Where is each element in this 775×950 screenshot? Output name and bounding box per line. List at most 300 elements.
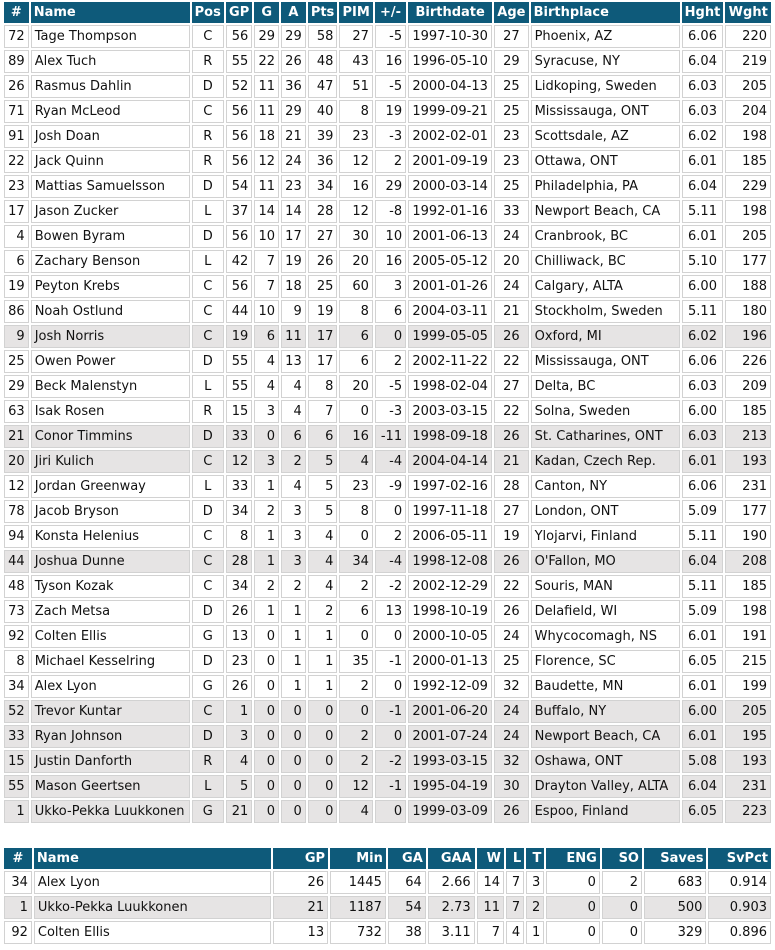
cell-pos: C [192, 700, 224, 723]
cell-plus-minus: 0 [375, 625, 406, 648]
cell-number: 52 [4, 700, 29, 723]
cell-a: 14 [281, 200, 306, 223]
cell-gp: 26 [273, 871, 328, 894]
cell-birthplace: Scottsdale, AZ [531, 125, 680, 148]
cell-name: Bowen Byram [31, 225, 190, 248]
cell-gp: 5 [226, 775, 252, 798]
cell-pts: 0 [308, 750, 338, 773]
cell-name: Alex Lyon [34, 871, 272, 894]
cell-weight: 205 [725, 75, 771, 98]
cell-a: 11 [281, 325, 306, 348]
col-header-a[interactable]: A [281, 2, 306, 23]
cell-g: 4 [254, 375, 279, 398]
cell-plus-minus: -8 [375, 200, 406, 223]
cell-pos: R [192, 400, 224, 423]
col-header-pos[interactable]: Pos [192, 2, 224, 23]
cell-gp: 26 [226, 675, 252, 698]
cell-name: Noah Ostlund [31, 300, 190, 323]
goalie-header-row [4, 848, 771, 869]
cell-pts: 6 [308, 425, 338, 448]
cell-number: 78 [4, 500, 29, 523]
cell-gp: 33 [226, 475, 252, 498]
cell-weight: 177 [725, 500, 771, 523]
cell-pos: D [192, 650, 224, 673]
col-header-t[interactable]: T [526, 848, 544, 869]
cell-plus-minus: 0 [375, 675, 406, 698]
cell-g: 2 [254, 575, 279, 598]
cell-height: 6.06 [682, 25, 724, 48]
col-header-so[interactable]: SO [602, 848, 642, 869]
cell-number: 73 [4, 600, 29, 623]
cell-birthplace: Buffalo, NY [531, 700, 680, 723]
cell-gp: 34 [226, 575, 252, 598]
cell-g: 10 [254, 225, 279, 248]
cell-pim: 20 [339, 375, 373, 398]
cell-birthdate: 2006-05-11 [408, 525, 492, 548]
cell-number: 12 [4, 475, 29, 498]
cell-pts: 19 [308, 300, 338, 323]
cell-t: 3 [526, 871, 544, 894]
col-header-birthdate[interactable]: Birthdate [408, 2, 492, 23]
cell-number: 19 [4, 275, 29, 298]
cell-gp: 55 [226, 375, 252, 398]
cell-height: 6.06 [682, 475, 724, 498]
cell-age: 25 [494, 650, 528, 673]
cell-number: 1 [4, 800, 29, 823]
col-header-gaa[interactable]: GAA [428, 848, 475, 869]
col-header-gp[interactable]: GP [226, 2, 252, 23]
cell-name: Zach Metsa [31, 600, 190, 623]
table-row [4, 150, 771, 173]
cell-gp: 56 [226, 100, 252, 123]
col-header-saves[interactable]: Saves [644, 848, 706, 869]
cell-weight: 198 [725, 600, 771, 623]
cell-a: 36 [281, 75, 306, 98]
table-row [4, 625, 771, 648]
cell-height: 5.11 [682, 200, 724, 223]
cell-a: 24 [281, 150, 306, 173]
cell-birthplace: Calgary, ALTA [531, 275, 680, 298]
cell-weight: 198 [725, 125, 771, 148]
cell-gp: 8 [226, 525, 252, 548]
cell-number: 89 [4, 50, 29, 73]
cell-number: 29 [4, 375, 29, 398]
table-row [4, 475, 771, 498]
cell-pim: 8 [339, 500, 373, 523]
cell-height: 6.02 [682, 325, 724, 348]
col-header-ga[interactable]: GA [388, 848, 426, 869]
col-header-birthplace[interactable]: Birthplace [531, 2, 680, 23]
cell-name: Jiri Kulich [31, 450, 190, 473]
cell-a: 4 [281, 375, 306, 398]
cell-height: 5.09 [682, 600, 724, 623]
cell-number: 21 [4, 425, 29, 448]
cell-height: 6.01 [682, 150, 724, 173]
cell-gp: 56 [226, 150, 252, 173]
cell-pos: C [192, 100, 224, 123]
cell-age: 30 [494, 775, 528, 798]
cell-pim: 34 [339, 550, 373, 573]
cell-gp: 37 [226, 200, 252, 223]
skater-header-row [4, 2, 771, 23]
cell-age: 24 [494, 725, 528, 748]
cell-gp: 3 [226, 725, 252, 748]
cell-g: 14 [254, 200, 279, 223]
cell-plus-minus: 29 [375, 175, 406, 198]
table-row [4, 896, 771, 919]
cell-name: Jordan Greenway [31, 475, 190, 498]
cell-plus-minus: -3 [375, 400, 406, 423]
cell-number: 6 [4, 250, 29, 273]
cell-name: Josh Doan [31, 125, 190, 148]
cell-weight: 205 [725, 700, 771, 723]
cell-pts: 17 [308, 350, 338, 373]
cell-pts: 4 [308, 525, 338, 548]
table-row [4, 425, 771, 448]
cell-number: 22 [4, 150, 29, 173]
cell-pos: D [192, 350, 224, 373]
cell-pts: 0 [308, 700, 338, 723]
cell-number: 26 [4, 75, 29, 98]
cell-a: 18 [281, 275, 306, 298]
col-header-height[interactable]: Hght [682, 2, 724, 23]
cell-pos: D [192, 725, 224, 748]
cell-name: Colten Ellis [34, 921, 272, 944]
cell-weight: 180 [725, 300, 771, 323]
cell-g: 4 [254, 350, 279, 373]
cell-birthplace: Phoenix, AZ [531, 25, 680, 48]
cell-weight: 198 [725, 200, 771, 223]
cell-g: 1 [254, 550, 279, 573]
cell-birthdate: 1996-05-10 [408, 50, 492, 73]
cell-pim: 2 [339, 575, 373, 598]
cell-number: 17 [4, 200, 29, 223]
cell-t: 2 [526, 896, 544, 919]
cell-birthdate: 1998-02-04 [408, 375, 492, 398]
cell-w: 11 [477, 896, 504, 919]
cell-weight: 185 [725, 575, 771, 598]
cell-pim: 23 [339, 125, 373, 148]
cell-g: 10 [254, 300, 279, 323]
table-row [4, 600, 771, 623]
cell-pos: C [192, 450, 224, 473]
cell-pim: 20 [339, 250, 373, 273]
cell-name: Mason Geertsen [31, 775, 190, 798]
cell-height: 5.09 [682, 500, 724, 523]
cell-height: 6.00 [682, 400, 724, 423]
cell-a: 2 [281, 450, 306, 473]
cell-pim: 51 [339, 75, 373, 98]
cell-plus-minus: 0 [375, 500, 406, 523]
cell-plus-minus: 16 [375, 250, 406, 273]
cell-plus-minus: -1 [375, 775, 406, 798]
cell-ga: 38 [388, 921, 426, 944]
cell-pim: 6 [339, 325, 373, 348]
cell-birthdate: 1992-12-09 [408, 675, 492, 698]
cell-birthplace: Oshawa, ONT [531, 750, 680, 773]
cell-a: 23 [281, 175, 306, 198]
cell-pos: R [192, 125, 224, 148]
cell-a: 3 [281, 525, 306, 548]
cell-height: 6.01 [682, 225, 724, 248]
cell-plus-minus: -4 [375, 550, 406, 573]
cell-number: 91 [4, 125, 29, 148]
cell-a: 1 [281, 650, 306, 673]
cell-name: Trevor Kuntar [31, 700, 190, 723]
cell-gp: 28 [226, 550, 252, 573]
cell-number: 72 [4, 25, 29, 48]
cell-name: Conor Timmins [31, 425, 190, 448]
cell-pos: L [192, 250, 224, 273]
cell-number: 92 [4, 625, 29, 648]
cell-weight: 231 [725, 775, 771, 798]
cell-weight: 188 [725, 275, 771, 298]
cell-a: 1 [281, 600, 306, 623]
cell-a: 2 [281, 575, 306, 598]
cell-a: 13 [281, 350, 306, 373]
cell-gp: 26 [226, 600, 252, 623]
cell-birthdate: 1998-09-18 [408, 425, 492, 448]
cell-pos: C [192, 275, 224, 298]
cell-birthdate: 2000-04-13 [408, 75, 492, 98]
cell-name: Konsta Helenius [31, 525, 190, 548]
cell-gp: 34 [226, 500, 252, 523]
cell-birthplace: Whycocomagh, NS [531, 625, 680, 648]
cell-pos: C [192, 525, 224, 548]
cell-a: 0 [281, 775, 306, 798]
col-header-gp[interactable]: GP [273, 848, 328, 869]
cell-age: 26 [494, 800, 528, 823]
table-row [4, 400, 771, 423]
cell-birthplace: Baudette, MN [531, 675, 680, 698]
cell-height: 6.02 [682, 125, 724, 148]
cell-name: Jacob Bryson [31, 500, 190, 523]
cell-pts: 4 [308, 550, 338, 573]
cell-min: 1187 [330, 896, 386, 919]
cell-gp: 4 [226, 750, 252, 773]
cell-birthdate: 1997-11-18 [408, 500, 492, 523]
col-header-eng[interactable]: ENG [546, 848, 600, 869]
cell-age: 28 [494, 475, 528, 498]
cell-pos: C [192, 25, 224, 48]
cell-g: 11 [254, 100, 279, 123]
cell-number: 20 [4, 450, 29, 473]
col-header-min[interactable]: Min [330, 848, 386, 869]
cell-l: 7 [506, 896, 524, 919]
cell-g: 0 [254, 675, 279, 698]
cell-svpct: 0.914 [708, 871, 771, 894]
col-header-plus-minus[interactable]: +/- [375, 2, 406, 23]
col-header-l[interactable]: L [506, 848, 524, 869]
cell-eng: 0 [546, 921, 600, 944]
cell-height: 5.10 [682, 250, 724, 273]
cell-plus-minus: -5 [375, 25, 406, 48]
table-row [4, 25, 771, 48]
col-header-svpct[interactable]: SvPct [708, 848, 771, 869]
cell-pts: 17 [308, 325, 338, 348]
cell-g: 0 [254, 425, 279, 448]
cell-height: 6.03 [682, 425, 724, 448]
cell-pts: 0 [308, 800, 338, 823]
cell-a: 6 [281, 425, 306, 448]
cell-pos: G [192, 625, 224, 648]
cell-gp: 33 [226, 425, 252, 448]
table-row [4, 650, 771, 673]
cell-number: 94 [4, 525, 29, 548]
cell-height: 5.08 [682, 750, 724, 773]
table-row [4, 871, 771, 894]
cell-birthdate: 2001-06-13 [408, 225, 492, 248]
cell-pim: 2 [339, 675, 373, 698]
cell-name: Beck Malenstyn [31, 375, 190, 398]
cell-birthplace: Solna, Sweden [531, 400, 680, 423]
cell-pim: 43 [339, 50, 373, 73]
cell-g: 7 [254, 250, 279, 273]
cell-pim: 8 [339, 100, 373, 123]
table-row [4, 175, 771, 198]
cell-g: 0 [254, 750, 279, 773]
cell-weight: 219 [725, 50, 771, 73]
cell-a: 3 [281, 550, 306, 573]
cell-gp: 21 [273, 896, 328, 919]
cell-plus-minus: -4 [375, 450, 406, 473]
col-header-g[interactable]: G [254, 2, 279, 23]
cell-birthplace: Newport Beach, CA [531, 725, 680, 748]
cell-height: 6.00 [682, 275, 724, 298]
cell-g: 12 [254, 150, 279, 173]
cell-pim: 35 [339, 650, 373, 673]
cell-g: 29 [254, 25, 279, 48]
cell-gp: 13 [273, 921, 328, 944]
table-row [4, 250, 771, 273]
col-header-weight[interactable]: Wght [725, 2, 771, 23]
cell-birthdate: 2000-10-05 [408, 625, 492, 648]
cell-age: 25 [494, 175, 528, 198]
goalie-rows [4, 871, 771, 944]
cell-plus-minus: 6 [375, 300, 406, 323]
col-header-number[interactable]: # [4, 2, 29, 23]
cell-name: Joshua Dunne [31, 550, 190, 573]
col-header-w[interactable]: W [477, 848, 504, 869]
cell-name: Michael Kesselring [31, 650, 190, 673]
cell-name: Alex Tuch [31, 50, 190, 73]
table-row [4, 921, 771, 944]
cell-birthdate: 2002-12-29 [408, 575, 492, 598]
cell-g: 3 [254, 400, 279, 423]
cell-birthdate: 2000-03-14 [408, 175, 492, 198]
cell-pts: 4 [308, 575, 338, 598]
cell-plus-minus: 16 [375, 50, 406, 73]
cell-gp: 56 [226, 275, 252, 298]
cell-pos: C [192, 300, 224, 323]
cell-gp: 15 [226, 400, 252, 423]
cell-age: 21 [494, 300, 528, 323]
cell-g: 6 [254, 325, 279, 348]
cell-min: 732 [330, 921, 386, 944]
cell-pts: 1 [308, 625, 338, 648]
table-row [4, 750, 771, 773]
cell-g: 1 [254, 525, 279, 548]
cell-number: 4 [4, 225, 29, 248]
cell-a: 0 [281, 725, 306, 748]
col-header-pim[interactable]: PIM [339, 2, 373, 23]
cell-gp: 56 [226, 25, 252, 48]
cell-pim: 0 [339, 525, 373, 548]
cell-gp: 55 [226, 350, 252, 373]
cell-g: 1 [254, 600, 279, 623]
cell-birthdate: 1997-02-16 [408, 475, 492, 498]
cell-plus-minus: 19 [375, 100, 406, 123]
cell-g: 7 [254, 275, 279, 298]
cell-gp: 56 [226, 225, 252, 248]
cell-weight: 199 [725, 675, 771, 698]
cell-pts: 48 [308, 50, 338, 73]
cell-pim: 0 [339, 700, 373, 723]
cell-svpct: 0.896 [708, 921, 771, 944]
cell-age: 24 [494, 275, 528, 298]
cell-gp: 21 [226, 800, 252, 823]
cell-pim: 23 [339, 475, 373, 498]
cell-birthdate: 2004-03-11 [408, 300, 492, 323]
cell-birthplace: Ottawa, ONT [531, 150, 680, 173]
cell-name: Zachary Benson [31, 250, 190, 273]
col-header-pts[interactable]: Pts [308, 2, 338, 23]
cell-name: Justin Danforth [31, 750, 190, 773]
table-row [4, 225, 771, 248]
cell-pim: 2 [339, 750, 373, 773]
cell-saves: 500 [644, 896, 706, 919]
cell-age: 32 [494, 750, 528, 773]
cell-birthplace: Florence, SC [531, 650, 680, 673]
cell-pim: 16 [339, 425, 373, 448]
cell-a: 29 [281, 25, 306, 48]
cell-number: 63 [4, 400, 29, 423]
cell-birthplace: Mississauga, ONT [531, 350, 680, 373]
cell-age: 20 [494, 250, 528, 273]
cell-birthdate: 2002-02-01 [408, 125, 492, 148]
cell-a: 1 [281, 675, 306, 698]
cell-pos: D [192, 175, 224, 198]
cell-eng: 0 [546, 871, 600, 894]
cell-w: 14 [477, 871, 504, 894]
cell-a: 3 [281, 500, 306, 523]
cell-birthplace: Delta, BC [531, 375, 680, 398]
cell-height: 6.04 [682, 175, 724, 198]
skater-stats-table [2, 0, 773, 825]
cell-birthdate: 2005-05-12 [408, 250, 492, 273]
col-header-name[interactable]: Name [34, 848, 272, 869]
cell-pts: 1 [308, 675, 338, 698]
cell-pim: 16 [339, 175, 373, 198]
cell-a: 0 [281, 700, 306, 723]
table-row [4, 375, 771, 398]
cell-gp: 23 [226, 650, 252, 673]
cell-a: 21 [281, 125, 306, 148]
cell-pts: 0 [308, 775, 338, 798]
cell-a: 0 [281, 800, 306, 823]
cell-height: 6.04 [682, 775, 724, 798]
cell-pim: 4 [339, 800, 373, 823]
cell-height: 6.03 [682, 75, 724, 98]
col-header-age[interactable]: Age [494, 2, 528, 23]
cell-pos: L [192, 475, 224, 498]
col-header-name[interactable]: Name [31, 2, 190, 23]
cell-name: Isak Rosen [31, 400, 190, 423]
cell-age: 24 [494, 625, 528, 648]
col-header-number[interactable]: # [4, 848, 32, 869]
cell-a: 9 [281, 300, 306, 323]
cell-pos: D [192, 600, 224, 623]
